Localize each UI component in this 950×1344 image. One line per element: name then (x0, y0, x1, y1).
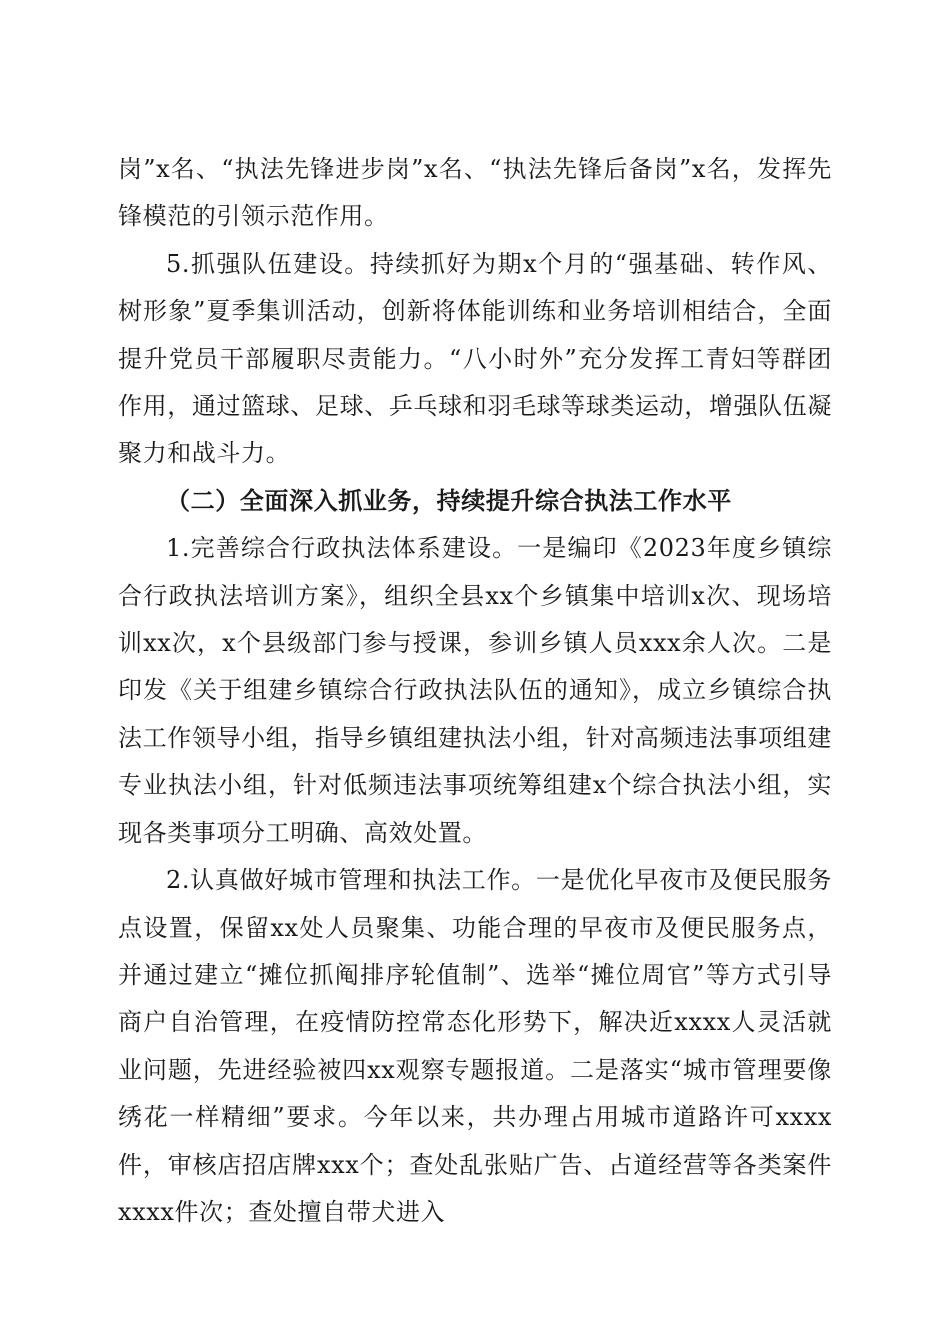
paragraph-city-management: 2.认真做好城市管理和执法工作。一是优化早夜市及便民服务点设置，保留xx处人员聚集、功能合理的早夜市及便民服务点，并通过建立“摊位抓阄排序轮值制”、选举“摊位周官”等方式引导商户自治管理，在疫情防控常态化形势下，解决近xxxx人灵活就业问题，先进经验被四xx观察专题报道。二是落实“城市管理要像绣花一样精细”要求。今年以来，共办理占用城市道路许可xxxx件，审核店招店牌xxx个；查处乱张贴广告、占道经营等各类案件xxxx件次；查处擅自带犬进入 (118, 866, 832, 1226)
section-heading: （二）全面深入抓业务，持续提升综合执法工作水平 (166, 486, 732, 515)
paragraph-continuation: 岗”x名、“执法先锋进步岗”x名、“执法先锋后备岗”x名，发挥先锋模范的引领示范作用。 (118, 155, 832, 231)
document-body (118, 146, 832, 1236)
paragraph-enforcement-system: 1.完善综合行政执法体系建设。一是编印《2023年度乡镇综合行政执法培训方案》，组织全县xx个乡镇集中培训x次、现场培训xx次，x个县级部门参与授课，参训乡镇人员xxx余人次。二是印发《关于组建乡镇综合行政执法队伍的通知》，成立乡镇综合执法工作领导小组，指导乡镇组建执法小组，针对高频违法事项组建专业执法小组，针对低频违法事项统筹组建x个综合执法小组，实现各类事项分工明确、高效处置。 (118, 534, 832, 847)
paragraph-team-building: 5.抓强队伍建设。持续抓好为期x个月的“强基础、转作风、树形象”夏季集训活动，创新将体能训练和业务培训相结合，全面提升党员干部履职尽责能力。“八小时外”充分发挥工青妇等群团作用，通过篮球、足球、乒乓球和羽毛球等球类运动，增强队伍凝聚力和战斗力。 (118, 249, 832, 468)
